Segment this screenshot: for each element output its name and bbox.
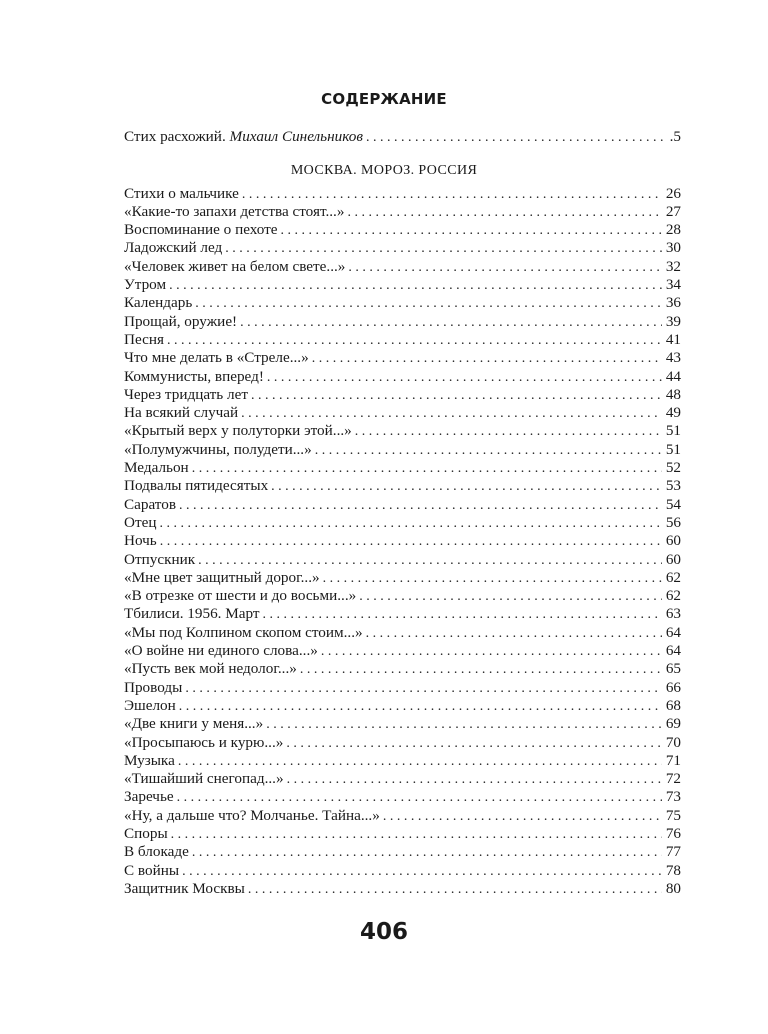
toc-entry-title: Песня [124, 330, 164, 348]
toc-entry-title: Через тридцать лет [124, 385, 248, 403]
toc-entry-page: 54 [665, 495, 681, 513]
toc-entry [124, 843, 681, 862]
toc-entry-title: В блокаде [124, 843, 189, 861]
toc-entry-page: 66 [665, 678, 681, 696]
toc-entry-page: 30 [665, 239, 681, 257]
toc-entry-page: 80 [665, 879, 681, 897]
toc-entry-title: На всякий случай [124, 404, 239, 422]
toc-leader-dots [160, 533, 662, 551]
toc-leader-dots [179, 698, 662, 716]
toc-entry-title: Защитник Москвы [124, 879, 245, 897]
toc-entry-page: 28 [665, 221, 681, 239]
toc-entry-page: 72 [665, 770, 681, 788]
toc-entry-page: 64 [665, 642, 681, 659]
toc-entry [124, 807, 681, 826]
toc-entry [124, 221, 681, 240]
toc-leader-dots [366, 625, 662, 643]
toc-leader-dots [266, 716, 662, 734]
toc-leader-dots [383, 808, 662, 826]
toc-entry [124, 660, 681, 679]
toc-entry-page: 43 [665, 349, 681, 367]
toc-entry-page: 76 [665, 825, 681, 842]
toc-entry-page: 48 [665, 385, 681, 403]
toc-leader-dots [300, 661, 662, 679]
toc-entry-title: «Полумужчины, полудети...» [124, 440, 312, 458]
toc-entry-title: Стих расхожий. Михаил Синельников [124, 128, 363, 145]
toc-entry-page: 51 [665, 422, 681, 440]
toc-leader-dots [248, 881, 662, 899]
toc-entry [124, 349, 681, 368]
toc-entry-page: 63 [665, 605, 681, 623]
toc-entry-title: «Просыпаюсь и курю...» [124, 733, 284, 751]
toc-leader-dots [267, 369, 662, 387]
toc-entry-page: 62 [665, 568, 681, 586]
toc-entry [124, 679, 681, 698]
toc-entry-author: Михаил Синельников [229, 128, 363, 145]
toc-entry-page: 70 [665, 733, 681, 751]
toc-entry [124, 880, 681, 899]
toc-entry [124, 496, 681, 515]
toc-leader-dots [159, 515, 661, 533]
toc-entry [124, 258, 681, 277]
toc-leader-dots [321, 643, 662, 661]
toc-entry-title: Прощай, оружие! [124, 312, 238, 330]
toc-entry-page: 68 [665, 696, 681, 714]
toc-leader-dots [287, 771, 662, 789]
toc-entry [124, 294, 681, 313]
toc-leader-dots [225, 240, 662, 258]
toc-entry [124, 404, 681, 423]
toc-entry-title: Тбилиси. 1956. Март [124, 605, 260, 623]
toc-entry-page: 53 [665, 477, 681, 495]
toc-leader-dots [195, 295, 662, 313]
toc-entry-page: 39 [665, 312, 681, 330]
toc-leader-dots [251, 387, 662, 405]
toc-entry [124, 313, 681, 332]
toc-entry-page: 32 [665, 257, 681, 275]
toc-entry [124, 422, 681, 441]
toc-leader-dots [263, 606, 662, 624]
toc-entry-page: 56 [665, 513, 681, 531]
toc-leader-dots [323, 570, 662, 588]
toc-leader-dots [240, 314, 662, 332]
toc-entry-page: 77 [665, 843, 681, 861]
toc-leader-dots [347, 204, 661, 222]
toc-leader-dots [167, 332, 662, 350]
toc-entry-page: 26 [665, 184, 681, 202]
toc-entry-title: Ладожский лед [124, 239, 223, 257]
toc-entry [124, 532, 681, 551]
toc-entry-page: 51 [665, 440, 681, 458]
toc-entry [124, 624, 681, 643]
toc-leader-dots [171, 826, 662, 844]
toc-heading: СОДЕРЖАНИЕ [321, 90, 447, 108]
toc-entry [124, 459, 681, 478]
toc-leader-dots [312, 350, 662, 368]
toc-entry [124, 514, 681, 533]
toc-entry [124, 368, 681, 387]
toc-leader-dots [355, 423, 662, 441]
toc-entry-title: Заречье [124, 788, 174, 806]
toc-entry [124, 587, 681, 606]
toc-entry-page: 65 [665, 660, 681, 678]
toc-leader-dots [192, 460, 662, 478]
toc-entry-title: Подвалы пятидесятых [124, 477, 269, 495]
toc-leader-dots [348, 259, 661, 277]
toc-entry-page: 64 [665, 623, 681, 641]
toc-entry [124, 734, 681, 753]
toc-entry-page: 27 [665, 202, 681, 220]
toc-entry [124, 276, 681, 295]
toc-leader-dots [241, 405, 662, 423]
toc-leader-dots [185, 680, 662, 698]
toc-leader-dots [242, 186, 662, 204]
toc-leader-dots [359, 588, 662, 606]
toc-entry [124, 203, 681, 222]
toc-entry-page: 78 [665, 861, 681, 879]
toc-leader-dots [286, 735, 661, 753]
toc-entry [124, 605, 681, 624]
toc-entry-page: .5 [669, 128, 681, 145]
page-number: 406 [359, 919, 408, 945]
toc-leader-dots [178, 753, 662, 771]
toc-entry-page: 60 [665, 550, 681, 568]
toc-entry-title: Стихи о мальчике [124, 184, 239, 202]
toc-entry [124, 642, 681, 661]
toc-entry-title: Саратов [124, 495, 177, 513]
toc-entry-title: Отпускник [124, 550, 196, 568]
toc-entry-title: «Какие-то запахи детства стоят...» [124, 202, 345, 220]
toc-entry-title: «Человек живет на белом свете...» [124, 257, 346, 275]
toc-entry-title: «Мне цвет защитный дорог...» [124, 568, 320, 586]
toc-entry-title: «Ну, а дальше что? Молчанье. Тайна...» [124, 806, 380, 824]
toc-entry-page: 41 [665, 330, 681, 348]
toc-leader-dots [182, 863, 662, 881]
toc-entry-page: 44 [665, 367, 681, 385]
toc-leader-dots [177, 789, 662, 807]
section-title: МОСКВА. МОРОЗ. РОССИЯ [290, 163, 478, 178]
toc-entry [124, 477, 681, 496]
toc-entry-title: Ночь [124, 532, 157, 550]
toc-entry-title: Медальон [124, 459, 189, 476]
toc-entry-page: 34 [665, 276, 681, 293]
toc-entry-title: «Крытый верх у полуторки этой...» [124, 422, 352, 440]
toc-entry [124, 697, 681, 716]
toc-leader-dots [192, 844, 662, 862]
toc-entry-title: «Мы под Колпином скопом стоим...» [124, 623, 363, 641]
toc-entry [124, 715, 681, 734]
toc-entry-page: 49 [665, 404, 681, 422]
toc-entry-intro [124, 128, 681, 147]
toc-entry-page: 71 [665, 751, 681, 769]
toc-entry-title: Что мне делать в «Стреле...» [124, 349, 309, 367]
toc-entry-title: Коммунисты, вперед! [124, 367, 264, 385]
toc-leader-dots [281, 222, 662, 240]
toc-leader-dots [179, 497, 662, 515]
toc-entry-title: Утром [124, 276, 167, 293]
toc-entry [124, 825, 681, 844]
toc-entry-page: 62 [665, 587, 681, 605]
toc-entry-title: «Пусть век мой недолог...» [124, 660, 297, 678]
toc-entry [124, 185, 681, 204]
toc-leader-dots [271, 478, 662, 496]
toc-entry-page: 60 [665, 532, 681, 550]
toc-entry-title: С войны [124, 861, 180, 879]
toc-entry [124, 551, 681, 570]
toc-entry-title: Проводы [124, 678, 183, 696]
toc-entry-title: Эшелон [124, 696, 176, 714]
toc-entry [124, 862, 681, 881]
toc-entry-title: «В отрезке от шести и до восьми...» [124, 587, 357, 605]
toc-entry [124, 239, 681, 258]
toc-entry [124, 441, 681, 460]
toc-entry-title: «Две книги у меня...» [124, 715, 264, 733]
toc-entry-page: 69 [665, 715, 681, 733]
toc-entry-title: Музыка [124, 751, 175, 769]
toc-leader-dots [198, 552, 662, 570]
toc-entry-page: 52 [665, 459, 681, 476]
toc-entry-page: 36 [665, 294, 681, 312]
toc-entry [124, 770, 681, 789]
toc-entry-title: Споры [124, 825, 168, 842]
toc-leader-dots [169, 277, 662, 295]
toc-entry [124, 569, 681, 588]
toc-entry-page: 73 [665, 788, 681, 806]
toc-entry-page: 75 [665, 806, 681, 824]
toc-leader-dots [315, 442, 662, 460]
toc-entry-title: Отец [124, 513, 157, 531]
toc-entry [124, 386, 681, 405]
toc-entry-title: Воспоминание о пехоте [124, 221, 278, 239]
toc-entry [124, 752, 681, 771]
toc-entry-title: «О войне ни единого слова...» [124, 642, 318, 659]
toc-entry [124, 331, 681, 350]
toc-entry-title: «Тишайший снегопад...» [124, 770, 284, 788]
toc-entry [124, 788, 681, 807]
toc-leader-dots [366, 129, 666, 147]
toc-entry-title: Календарь [124, 294, 193, 312]
